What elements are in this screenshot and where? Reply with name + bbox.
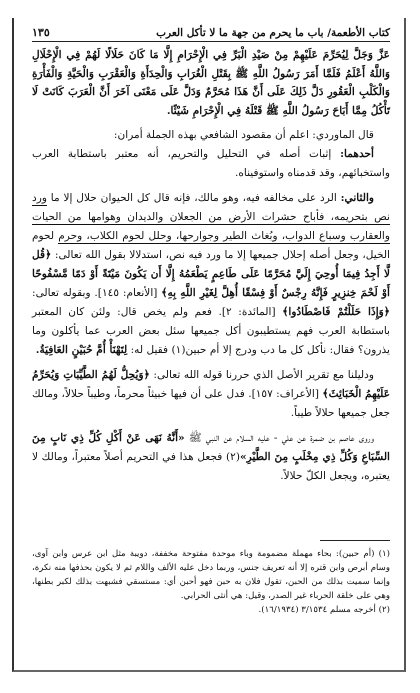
- verse-reference: [الأنعام: ١٤٥]. وبقوله تعالى:: [32, 287, 158, 299]
- hadith-paragraph: عَزَّ وَجَلَّ لِيُحَرِّمَ عَلَيْهِمْ مِنْ صَيْدِ الْبَرِّ فِي الْإِحْرَامِ إِلَّا مَا كَانَ حَلَالًا لَهُمْ فِي الْإِحْلَالِ وَاللَّهُ أَعْلَمُ فَلَمَّا أَمَرَ رَسُولُ اللَّهِ ﷺ بِقَتْلِ الْغُرَابِ وَالْحِدَأَةِ وَالْعَقْرَبِ وَالْحَيَّةِ وَالْفَأْرَةِ وَالْكَلْبِ الْعَقُورِ دَلَّ ذَلِكَ عَلَى أَنَّ هَذَا مُحَرَّمٌ وَدَلَّ عَلَى مَعْنَى آخَرَ أَنَّ الْعَرَبَ كَانَتْ لَا تَأْكُلُ مِمَّا أَبَاحَ رَسُولُ اللَّهِ ﷺ قَتْلَهُ فِي الْإِحْرَامِ شَيْئًا.: [32, 49, 390, 117]
- hadith-quote: «أَنَّهُ نَهَى عَنْ أَكْلِ كُلِّ ذِي نَابٍ مِنَ السِّبَاعِ وَكُلِّ ذِي مِخْلَبٍ مِنَ الطَّيْرِ»: [32, 432, 390, 463]
- running-title: كتاب الأطعمة/ باب ما يحرم من جهة ما لا تأكل العرب: [156, 27, 390, 39]
- second-point-text: الرد على مخالفه فيه، وهو مالك، فإنه قال كل الحيوان حلال إلا ما: [50, 192, 337, 204]
- underlined-text: ورد نص بتحريمه، فأباح حشرات الأرض من الجعلان والديدان وهوامها من الحيات: [32, 192, 390, 223]
- footnote-separator: [320, 540, 390, 541]
- quoted-saying: لِتَهْنَأْ أُمَّ حُبَيْنٍ العَافِيَةُ.: [35, 344, 128, 356]
- footnote-1: (١) (أم حبين): بحاء مهملة مضمومة وباء موحدة مفتوحة مخففة، دويبة مثل ابن عرس وابن آوى، وسام أبرص وابن قتره إلا أنه تعريف جنس، وربما دخل عليه الألف واللام ثم لا يكون بحذفها منه نكرة، وإنما سميت بذلك من الحبن، تقول فلان به حبن فهو أحبن أي: مستسقي فشبهت بذلك لكبر بطنها، وهي على خلقة الحرباء غير الصدر، وقيل: هي أنثى الحرابي.: [32, 549, 390, 601]
- first-point-text: إثبات أصله في التحليل والتحريم، أنه معتبر باستطابة العرب واستخبائهم، وقد قدمناه واستوفيناه.: [32, 148, 390, 179]
- verse-reference: [الأعراف: ١٥٧]. فدل على أن فيها خبيثاً محرماً، وطيباً حلالاً، ومالك جعل جميعها حلالاً طيباً.: [32, 388, 390, 419]
- second-point-label: والثاني:: [340, 192, 375, 204]
- second-point-text: لحوم الخيل، وجعل أصله إحلال جميعها إلا ما ورد فيه نص، استدلالا بقول الله تعالى:: [32, 230, 390, 261]
- evidence-paragraph: [32, 366, 390, 423]
- page-number: ١٣٥: [32, 26, 50, 39]
- narration-text: (٢) فجعل هذا في التحريم أصلاً معتبراً، ومالك لا يعتبره، ويجعل الكلّ حلالاً.: [32, 451, 390, 482]
- narration-paragraph: [32, 429, 390, 486]
- quran-verse: ﴿وَإِذَا حَلَلْتُمْ فَاصْطَادُوا﴾: [282, 306, 390, 318]
- mawardi-intro: قال الماوردي: اعلم أن مقصود الشافعي بهذه الجملة أمران:: [113, 129, 374, 141]
- book-page: [12, 18, 406, 672]
- narration-text: وروى عاصم بن ضمرة عن علي - عليه السلام عن النبي ﷺ: [188, 432, 374, 444]
- continuation-text: المعتبر باستطابة العرب فهم يستطيبون أكل جميعها سئل بعض العرب عما يأكلون وما يذرون؟ فقال: نأكل كل ما دب ودرج إلا أم حبين(١) فقيل له:: [32, 306, 390, 356]
- first-point: [32, 145, 390, 183]
- running-header: [32, 26, 390, 42]
- verse-reference: [المائدة: ٢]. فعم ولم يخص قال: ولئن كان: [68, 306, 276, 318]
- footnote-2: (٢) أخرجه مسلم ٣/١٥٣٤ (١٦/١٩٣٤).: [258, 605, 390, 615]
- quran-verse: ﴿قُل لَّا أَجِدُ فِيمَا أُوحِيَ إِلَيَّ مُحَرَّمًا عَلَى طَاعِمٍ يَطْعَمُهُ إِلَّا أَن يَكُونَ مَيْتَةً أَوْ دَمًا مَّسْفُوحًا أَوْ لَحْمَ خِنزِيرٍ فَإِنَّهُ رِجْسٌ أَوْ فِسْقًا أُهِلَّ لِغَيْرِ اللَّهِ بِهِ﴾: [32, 249, 390, 299]
- second-point: [32, 189, 390, 360]
- first-point-label: أحدهما:: [340, 148, 374, 160]
- evidence-text: ودليلنا مع تقرير الأصل الذي حررنا قوله الله تعالى:: [153, 369, 374, 381]
- quran-verse: ﴿وَيُحِلُّ لَهُمُ الطَّيِّبَاتِ وَيُحَرِّمُ عَلَيْهِمُ الْخَبَائِثَ﴾: [32, 369, 391, 400]
- underlined-text: والعقارب وسباع الدواب، وبُغاث الطير وجوارحها، وحلل لحوم الكلاب، وحرم: [58, 230, 390, 242]
